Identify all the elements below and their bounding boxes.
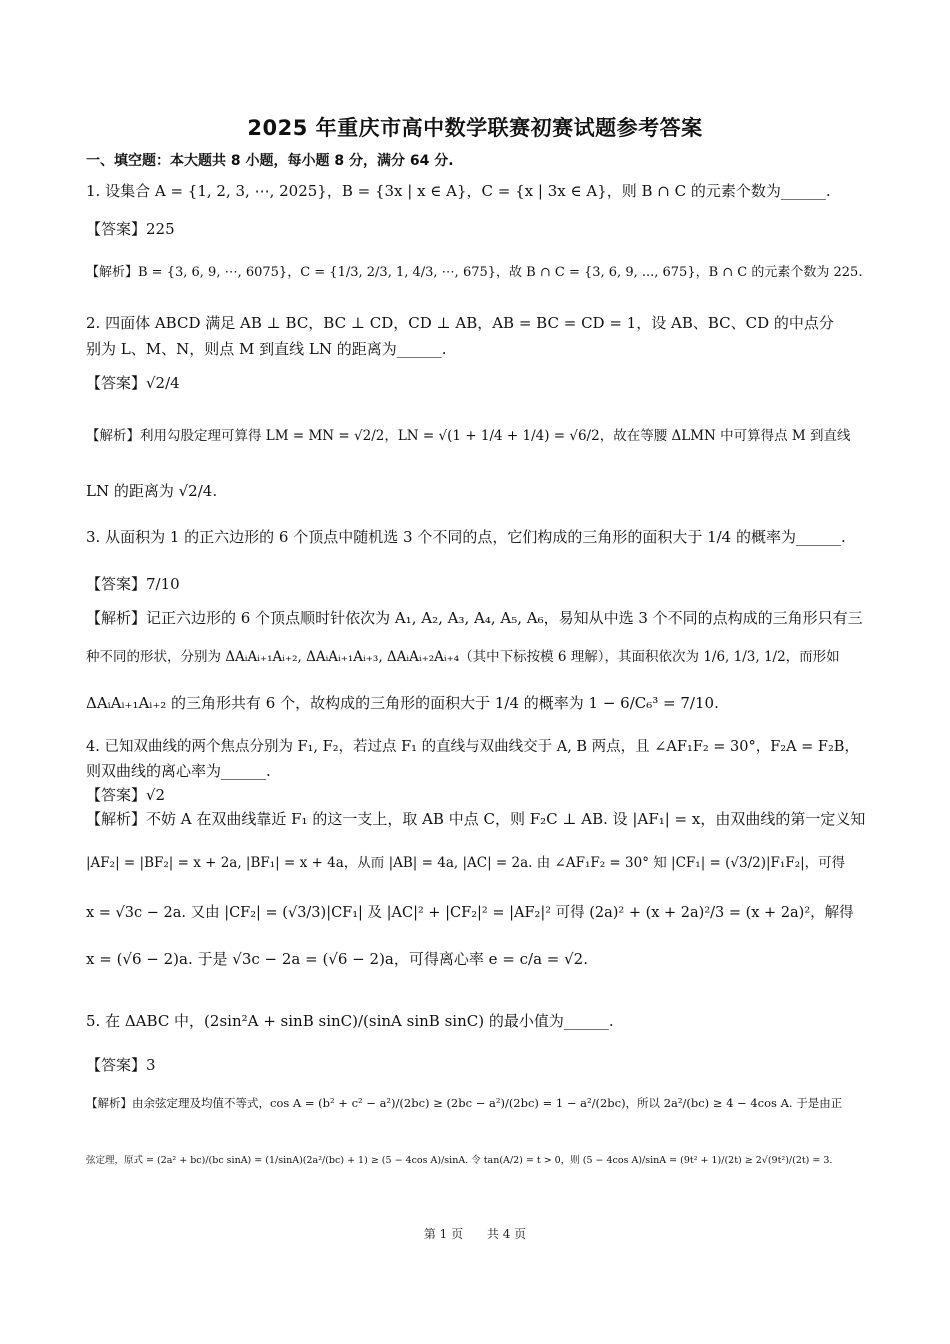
solution-3-line-3: ΔAᵢAᵢ₊₁Aᵢ₊₂ 的三角形共有 6 个，故构成的三角形的面积大于 1/4 的概率为 1 − 6/C₆³ = 7/10. xyxy=(86,694,719,712)
page-title: 2025 年重庆市高中数学联赛初赛试题参考答案 xyxy=(247,116,703,140)
solution-4-line-3: x = √3c − 2a. 又由 |CF₂| = (√3/3)|CF₁| 及 |AC|² + |CF₂|² = |AF₂|² 可得 (2a)² + (x + 2a)²/3 = (x + 2a)²，解得 xyxy=(86,905,854,921)
question-2-line-1: 2. 四面体 ABCD 满足 AB ⊥ BC，BC ⊥ CD，CD ⊥ AB，AB = BC = CD = 1，设 AB、BC、CD 的中点分 xyxy=(86,314,834,332)
solution-4-line-1: 【解析】不妨 A 在双曲线靠近 F₁ 的这一支上，取 AB 中点 C，则 F₂C ⊥ AB. 设 |AF₁| = x，由双曲线的第一定义知 xyxy=(86,810,866,828)
answer-5: 【答案】3 xyxy=(86,1056,156,1074)
solution-3-line-1: 【解析】记正六边形的 6 个顶点顺时针依次为 A₁, A₂, A₃, A₄, A₅, A₆，易知从中选 3 个不同的点构成的三角形只有三 xyxy=(86,609,863,627)
page-footer xyxy=(0,1225,950,1242)
question-4-line-1: 4. 已知双曲线的两个焦点分别为 F₁, F₂，若过点 F₁ 的直线与双曲线交于 A, B 两点，且 ∠AF₁F₂ = 30°，F₂A = F₂B， xyxy=(86,739,859,755)
question-5: 5. 在 ΔABC 中，(2sin²A + sinB sinC)/(sinA sinB sinC) 的最小值为______. xyxy=(86,1012,614,1030)
answer-2: 【答案】√2/4 xyxy=(86,374,180,392)
solution-5-line-1: 【解析】由余弦定理及均值不等式，cos A = (b² + c² − a²)/(2bc) ≥ (2bc − a²)/(2bc) = 1 − a²/(2bc)，所以 2a²/(bc) ≥ 4 − 4cos A. 于是由正 xyxy=(86,1096,843,1110)
answer-1: 【答案】225 xyxy=(86,220,175,238)
question-3: 3. 从面积为 1 的正六边形的 6 个顶点中随机选 3 个不同的点，它们构成的三角形的面积大于 1/4 的概率为______. xyxy=(86,528,846,546)
solution-1: 【解析】B = {3, 6, 9, ⋯, 6075}，C = {1/3, 2/3, 1, 4/3, ⋯, 675}，故 B ∩ C = {3, 6, 9, ..., 675}，B ∩ C 的元素个数为 225. xyxy=(86,265,863,280)
question-2-line-2: 别为 L、M、N，则点 M 到直线 LN 的距离为______. xyxy=(86,340,447,358)
solution-4-line-4: x = (√6 − 2)a. 于是 √3c − 2a = (√6 − 2)a，可得离心率 e = c/a = √2. xyxy=(86,950,588,968)
question-4-line-2: 则双曲线的离心率为______. xyxy=(86,762,271,780)
solution-2-line-1: 【解析】利用勾股定理可算得 LM = MN = √2/2，LN = √(1 + 1/4 + 1/4) = √6/2，故在等腰 ΔLMN 中可算得点 M 到直线 xyxy=(86,428,851,444)
answer-4: 【答案】√2 xyxy=(86,786,166,804)
page-number: 第 1 页 xyxy=(423,1227,464,1241)
page-total: 共 4 页 xyxy=(486,1227,527,1241)
solution-3-line-2: 种不同的形状，分别为 ΔAᵢAᵢ₊₁Aᵢ₊₂, ΔAᵢAᵢ₊₁Aᵢ₊₃, ΔAᵢAᵢ₊₂Aᵢ₊₄（其中下标按模 6 理解），其面积依次为 1/6, 1/3, 1/2，而形如 xyxy=(86,649,840,665)
section-heading: 一、填空题：本大题共 8 小题，每小题 8 分，满分 64 分. xyxy=(86,153,454,169)
solution-2-line-2: LN 的距离为 √2/4. xyxy=(86,482,218,500)
answer-3: 【答案】7/10 xyxy=(86,575,180,593)
solution-5-line-2: 弦定理，原式 = (2a² + bc)/(bc sinA) = (1/sinA)(2a²/(bc) + 1) ≥ (5 − 4cos A)/sinA. 令 tan(A/2) = t > 0，则 (5 − 4cos A)/sinA = (9t² + 1)/(2t) ≥ 2√(9t²)/(2t) = 3. xyxy=(86,1155,833,1166)
question-1: 1. 设集合 A = {1, 2, 3, ⋯, 2025}，B = {3x | x ∈ A}，C = {x | 3x ∈ A}，则 B ∩ C 的元素个数为______. xyxy=(86,182,831,200)
solution-4-line-2: |AF₂| = |BF₂| = x + 2a, |BF₁| = x + 4a，从而 |AB| = 4a, |AC| = 2a. 由 ∠AF₁F₂ = 30° 知 |CF₁| = (√3/2)|F₁F₂|，可得 xyxy=(86,855,846,871)
